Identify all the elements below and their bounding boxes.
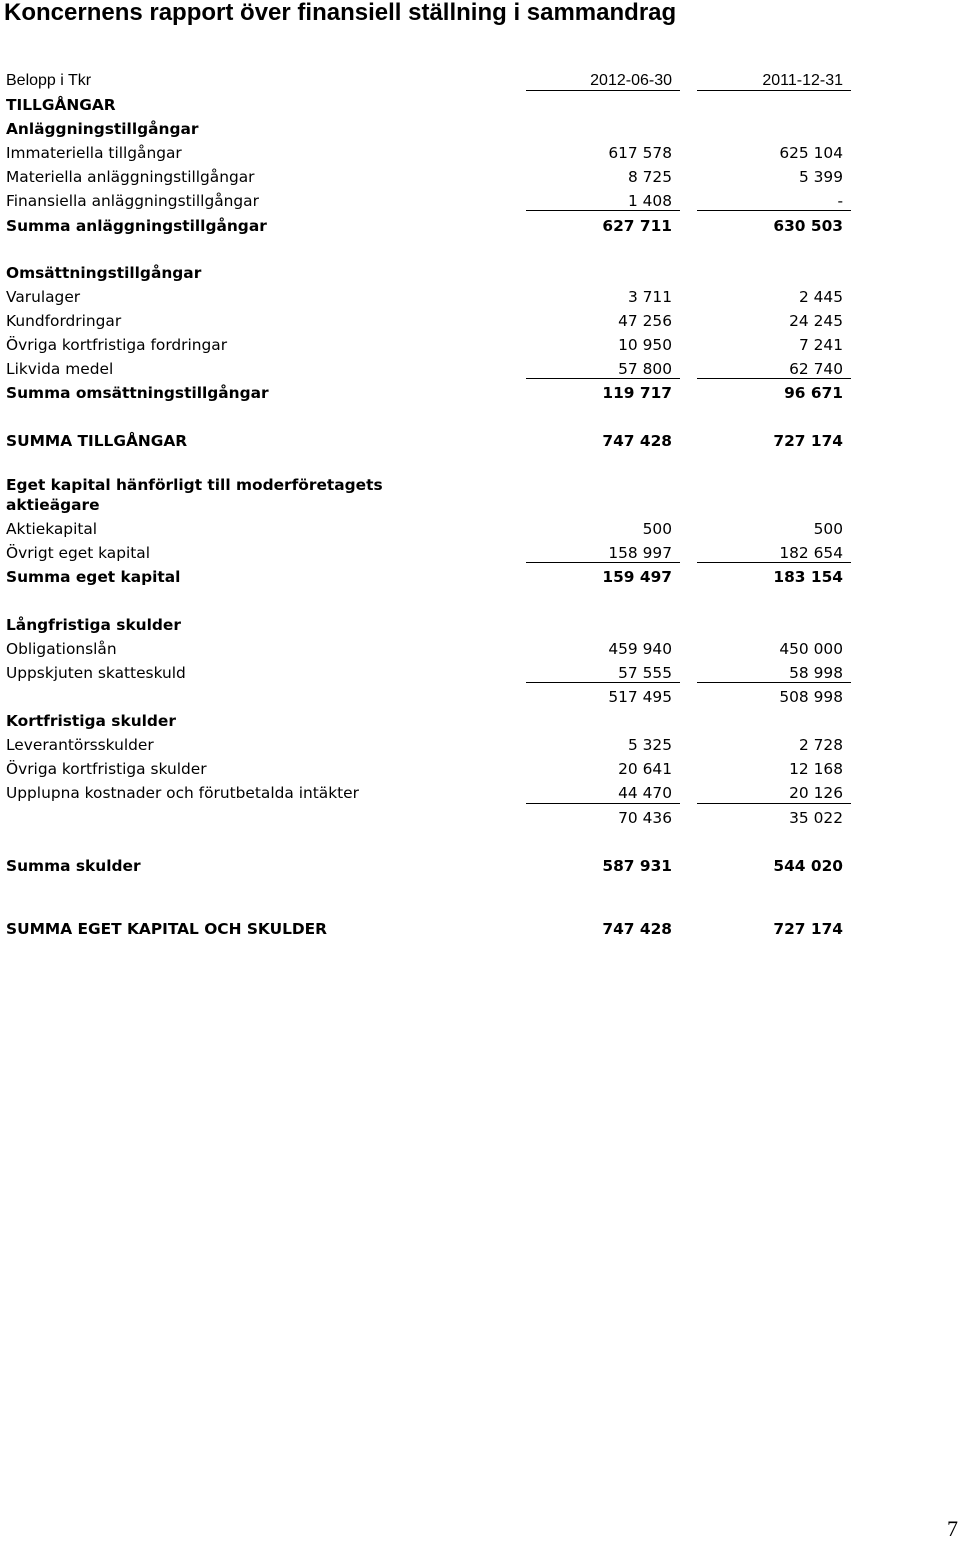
row-value-2012-06-30: 20 641	[618, 760, 672, 778]
row-value-2012-06-30: 159 497	[602, 568, 672, 586]
row-label: Eget kapital hänförligt till moderföretagets	[6, 476, 383, 494]
row-value-2011-12-31: 727 174	[773, 432, 843, 450]
row-value-2012-06-30: 57 800	[618, 360, 672, 378]
row-value-2011-12-31: 24 245	[789, 312, 843, 330]
row-value-2011-12-31: 508 998	[779, 688, 843, 706]
row-label: Omsättningstillgångar	[6, 264, 202, 282]
sum-underline	[526, 210, 680, 211]
row-value-2012-06-30: 617 578	[608, 144, 672, 162]
row-label: Summa anläggningstillgångar	[6, 217, 267, 235]
sum-underline	[697, 90, 851, 91]
row-value-2012-06-30: 1 408	[627, 192, 672, 210]
row-value-2011-12-31: 20 126	[789, 784, 843, 802]
row-value-2011-12-31: 96 671	[784, 384, 843, 402]
row-value-2012-06-30: 10 950	[618, 336, 672, 354]
row-value-2011-12-31: 2 445	[798, 288, 843, 306]
row-label: aktieägare	[6, 496, 100, 514]
row-value-2012-06-30: 158 997	[608, 544, 672, 562]
page-number: 7	[947, 1516, 958, 1541]
row-value-2012-06-30: 3 711	[627, 288, 672, 306]
row-label: Långfristiga skulder	[6, 616, 181, 634]
column-header-period-1: 2012-06-30	[590, 72, 672, 89]
row-label: Övriga kortfristiga fordringar	[6, 336, 228, 354]
row-value-2012-06-30: 57 555	[618, 664, 672, 682]
row-value-2011-12-31: 544 020	[773, 857, 843, 875]
sum-underline	[697, 682, 851, 683]
row-label: Aktiekapital	[6, 520, 98, 538]
row-value-2011-12-31: 62 740	[789, 360, 843, 378]
row-label: Övriga kortfristiga skulder	[6, 760, 207, 778]
row-label: Summa skulder	[6, 857, 141, 875]
row-value-2012-06-30: 627 711	[602, 217, 672, 235]
row-value-2012-06-30: 5 325	[627, 736, 672, 754]
sum-underline	[697, 210, 851, 211]
column-header-period-2: 2011-12-31	[762, 72, 843, 89]
row-label: Finansiella anläggningstillgångar	[6, 192, 259, 210]
row-value-2012-06-30: 44 470	[618, 784, 672, 802]
row-label: TILLGÅNGAR	[6, 96, 116, 114]
row-value-2012-06-30: 47 256	[618, 312, 672, 330]
row-value-2012-06-30: 587 931	[602, 857, 672, 875]
row-label: Leverantörsskulder	[6, 736, 154, 754]
row-label: Upplupna kostnader och förutbetalda intäkter	[6, 784, 359, 802]
sum-underline	[526, 90, 680, 91]
row-value-2012-06-30: 747 428	[602, 920, 672, 938]
sum-underline	[526, 378, 680, 379]
row-value-2011-12-31: 450 000	[779, 640, 843, 658]
row-value-2011-12-31: 58 998	[789, 664, 843, 682]
sum-underline	[526, 682, 680, 683]
row-value-2011-12-31: 183 154	[773, 568, 843, 586]
row-label: Immateriella tillgångar	[6, 144, 182, 162]
sum-underline	[526, 562, 680, 563]
row-label: Kortfristiga skulder	[6, 712, 176, 730]
row-value-2012-06-30: 70 436	[618, 809, 672, 827]
row-label: SUMMA TILLGÅNGAR	[6, 432, 188, 450]
sum-underline	[526, 803, 680, 804]
row-label: Summa eget kapital	[6, 568, 181, 586]
row-label: Materiella anläggningstillgångar	[6, 168, 255, 186]
sum-underline	[697, 378, 851, 379]
row-value-2012-06-30: 8 725	[627, 168, 672, 186]
row-value-2012-06-30: 459 940	[608, 640, 672, 658]
row-label: Likvida medel	[6, 360, 114, 378]
row-value-2011-12-31: 500	[813, 520, 843, 538]
row-value-2011-12-31: 2 728	[798, 736, 843, 754]
row-value-2011-12-31: 12 168	[789, 760, 843, 778]
row-label: Anläggningstillgångar	[6, 120, 199, 138]
row-label: Obligationslån	[6, 640, 117, 658]
row-value-2011-12-31: 625 104	[779, 144, 843, 162]
row-label: Uppskjuten skatteskuld	[6, 664, 186, 682]
row-label: SUMMA EGET KAPITAL OCH SKULDER	[6, 920, 328, 938]
row-value-2011-12-31: 727 174	[773, 920, 843, 938]
row-value-2011-12-31: -	[837, 192, 843, 210]
row-value-2011-12-31: 630 503	[773, 217, 843, 235]
row-value-2011-12-31: 182 654	[779, 544, 843, 562]
row-value-2012-06-30: 119 717	[602, 384, 672, 402]
row-value-2011-12-31: 5 399	[798, 168, 843, 186]
sum-underline	[697, 562, 851, 563]
row-label: Kundfordringar	[6, 312, 122, 330]
row-value-2012-06-30: 747 428	[602, 432, 672, 450]
row-value-2011-12-31: 35 022	[789, 809, 843, 827]
row-value-2011-12-31: 7 241	[798, 336, 843, 354]
sum-underline	[697, 803, 851, 804]
row-value-2012-06-30: 500	[642, 520, 672, 538]
row-value-2012-06-30: 517 495	[608, 688, 672, 706]
row-label: Övrigt eget kapital	[6, 544, 151, 562]
amount-unit-label: Belopp i Tkr	[6, 72, 92, 89]
page-title: Koncernens rapport över finansiell ställning i sammandrag	[4, 0, 677, 26]
row-label: Varulager	[6, 288, 81, 306]
row-label: Summa omsättningstillgångar	[6, 384, 269, 402]
